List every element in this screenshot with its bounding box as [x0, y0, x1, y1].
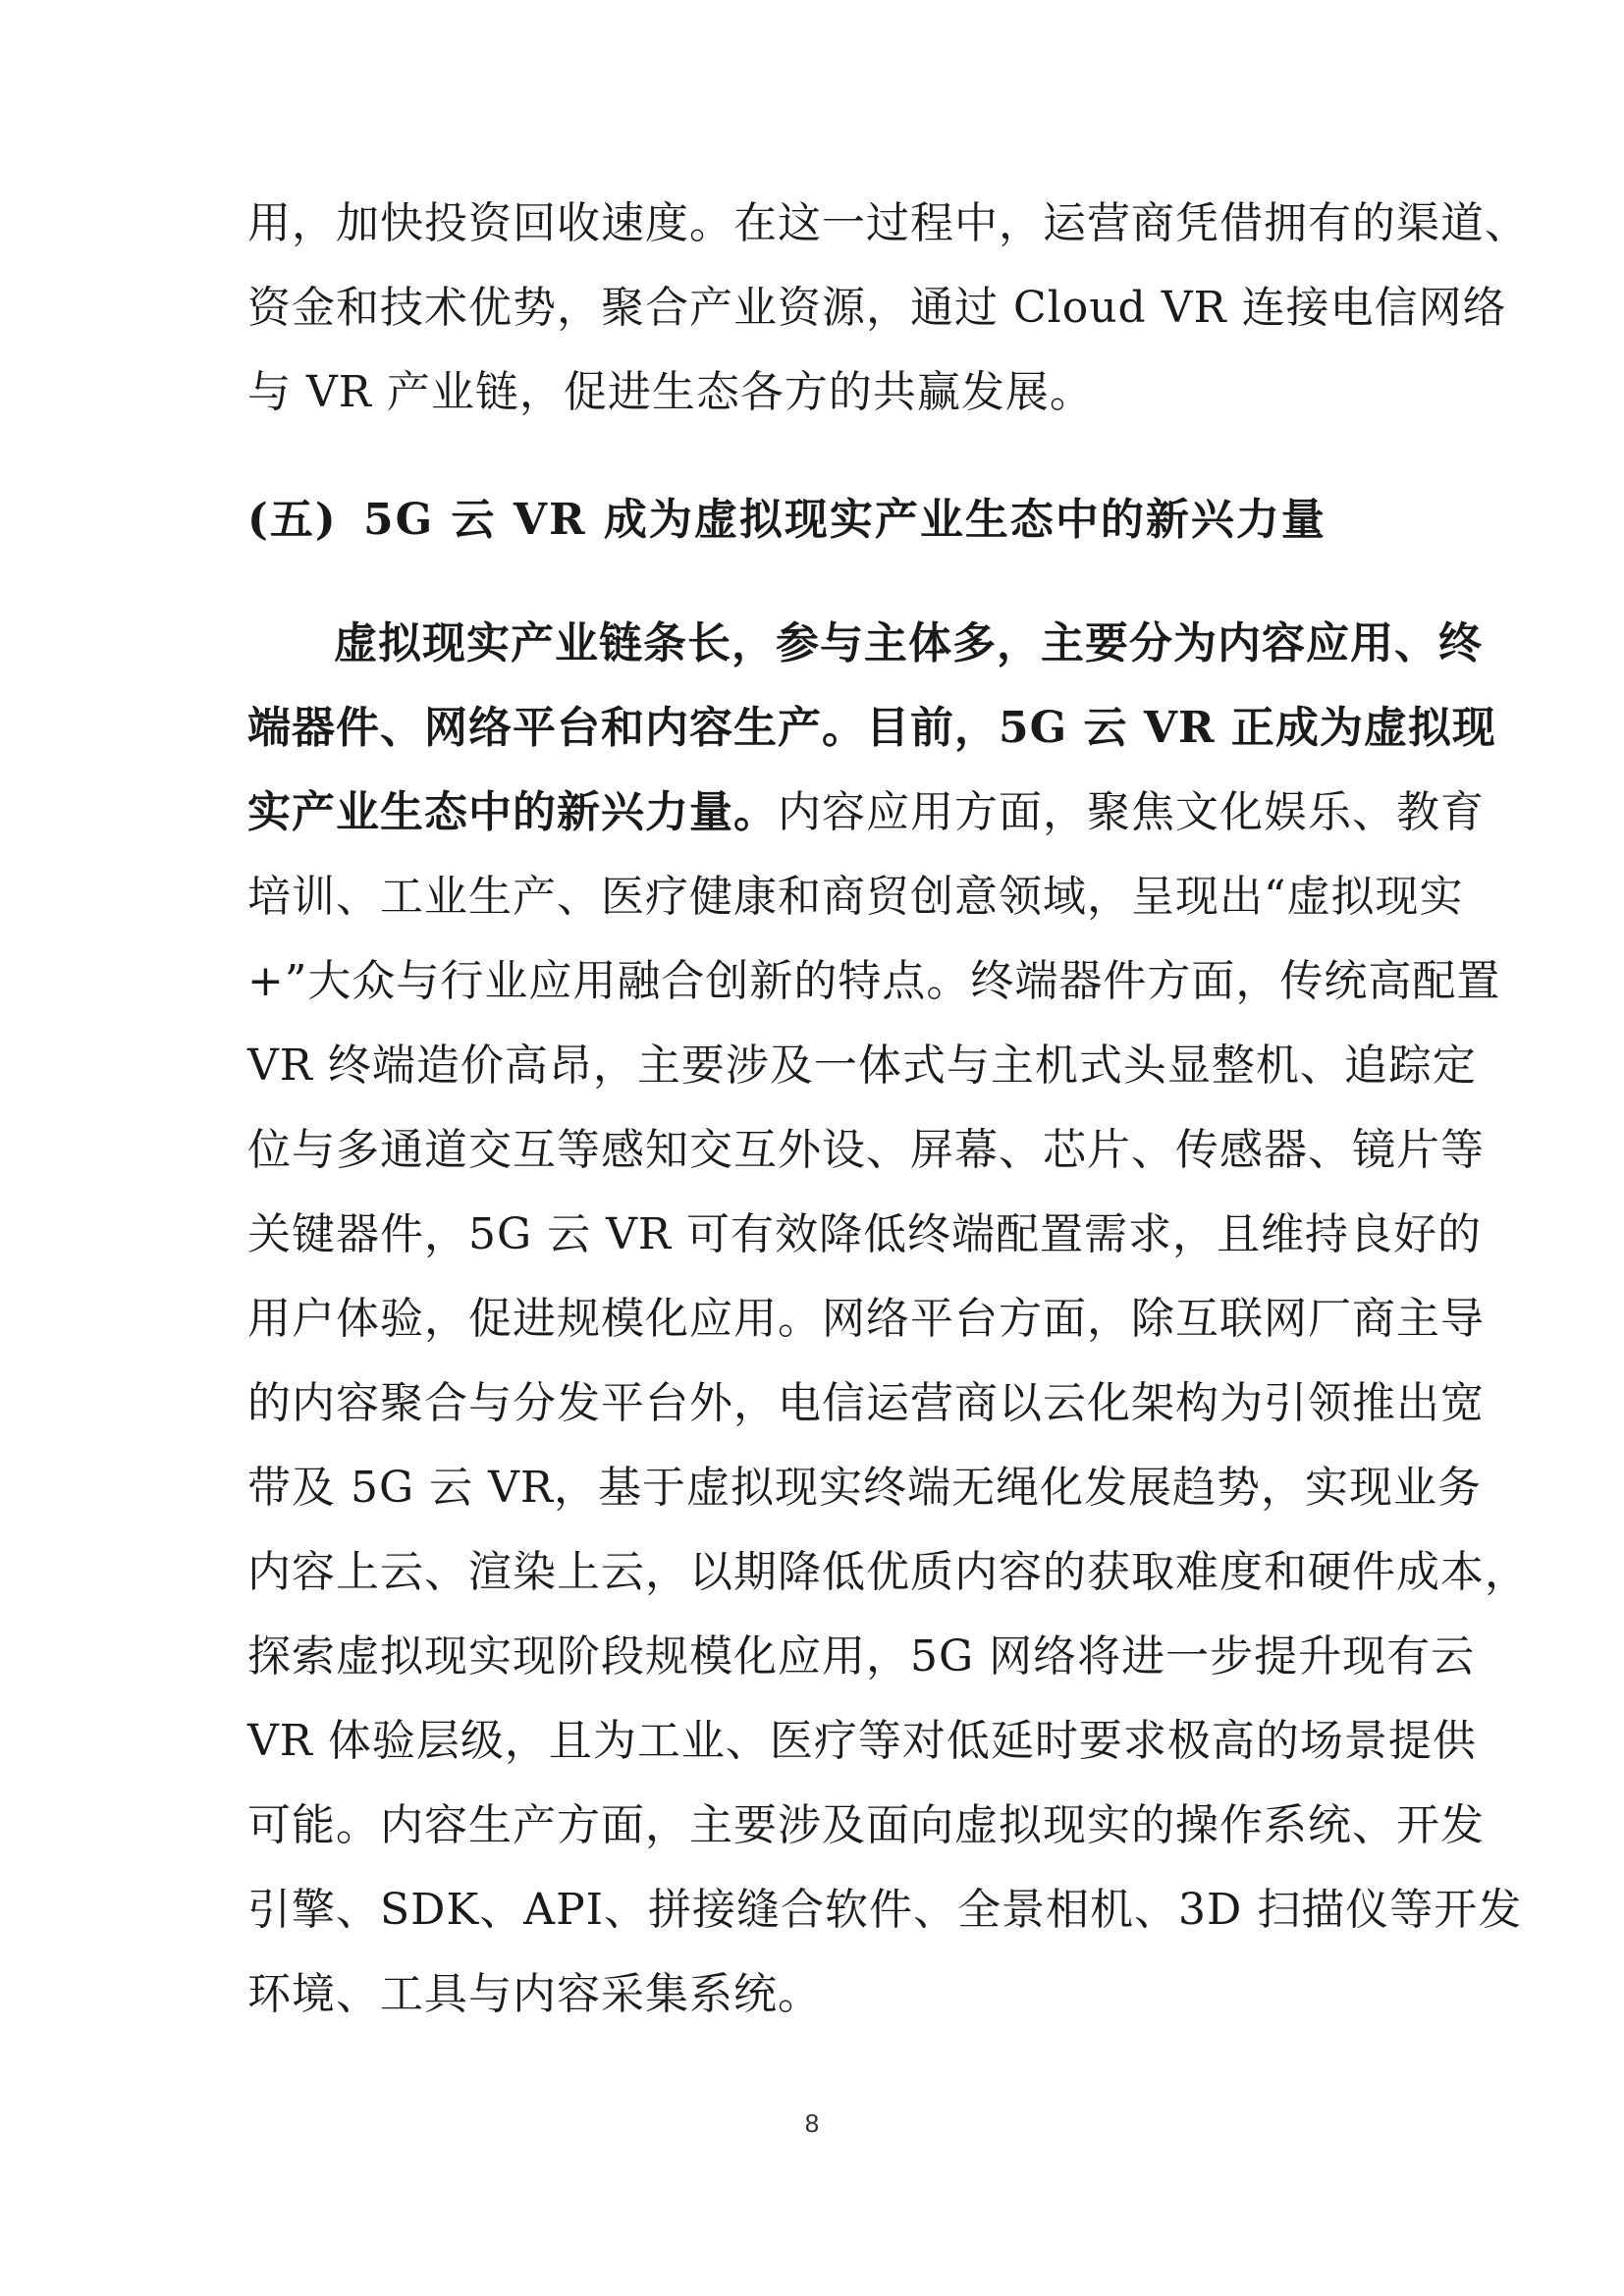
paragraph-line: VR 终端造价高昂，主要涉及一体式与主机式头显整机、追踪定	[247, 1041, 1477, 1091]
paragraph-line: 用户体验，促进规模化应用。网络平台方面，除互联网厂商主导	[247, 1294, 1485, 1344]
paragraph-line: 的内容聚合与分发平台外，电信运营商以云化架构为引领推出宽	[247, 1378, 1485, 1428]
paragraph-line: 内容上云、渲染上云，以期降低优质内容的获取难度和硬件成本，	[247, 1547, 1529, 1597]
paragraph-line-mixed	[247, 783, 1485, 842]
paragraph-line: 培训、工业生产、医疗健康和商贸创意领域，呈现出“虚拟现实	[247, 872, 1464, 922]
bold-lead-text: 实产业生态中的新兴力量。	[247, 787, 778, 837]
paragraph-line: 引擎、SDK、API、拼接缝合软件、全景相机、3D 扫描仪等开发	[247, 1885, 1523, 1935]
paragraph-line: 位与多通道交互等感知交互外设、屏幕、芯片、传感器、镜片等	[247, 1125, 1485, 1175]
section-number: (五)	[247, 495, 338, 545]
paragraph-line: 用，加快投资回收速度。在这一过程中，运营商凭借拥有的渠道、	[247, 198, 1529, 248]
paragraph-line: 可能。内容生产方面，主要涉及面向虚拟现实的操作系统、开发	[247, 1800, 1485, 1850]
section-heading	[247, 491, 1326, 550]
paragraph-line: 探索虚拟现实现阶段规模化应用，5G 网络将进一步提升现有云	[247, 1631, 1476, 1682]
paragraph-line: 与 VR 产业链，促进生态各方的共赢发展。	[247, 367, 1094, 417]
regular-text: 内容应用方面，聚焦文化娱乐、教育	[778, 787, 1485, 837]
page-number: 8	[804, 2109, 820, 2138]
paragraph-line: 关键器件，5G 云 VR 可有效降低终端配置需求，且维持良好的	[247, 1209, 1483, 1259]
paragraph-line-bold: 虚拟现实产业链条长，参与主体多，主要分为内容应用、终	[334, 618, 1483, 668]
paragraph-line: 资金和技术优势，聚合产业资源，通过 Cloud VR 连接电信网络	[247, 283, 1507, 333]
paragraph-line-bold: 端器件、网络平台和内容生产。目前，5G 云 VR 正成为虚拟现	[247, 703, 1496, 753]
paragraph-line: 环境、工具与内容采集系统。	[247, 1969, 822, 2019]
section-title: 5G 云 VR 成为虚拟现实产业生态中的新兴力量	[363, 495, 1326, 545]
paragraph-line: VR 体验层级，且为工业、医疗等对低延时要求极高的场景提供	[247, 1716, 1477, 1766]
paragraph-line: 带及 5G 云 VR，基于虚拟现实终端无绳化发展趋势，实现业务	[247, 1463, 1483, 1513]
paragraph-line: +”大众与行业应用融合创新的特点。终端器件方面，传统高配置	[247, 956, 1501, 1006]
